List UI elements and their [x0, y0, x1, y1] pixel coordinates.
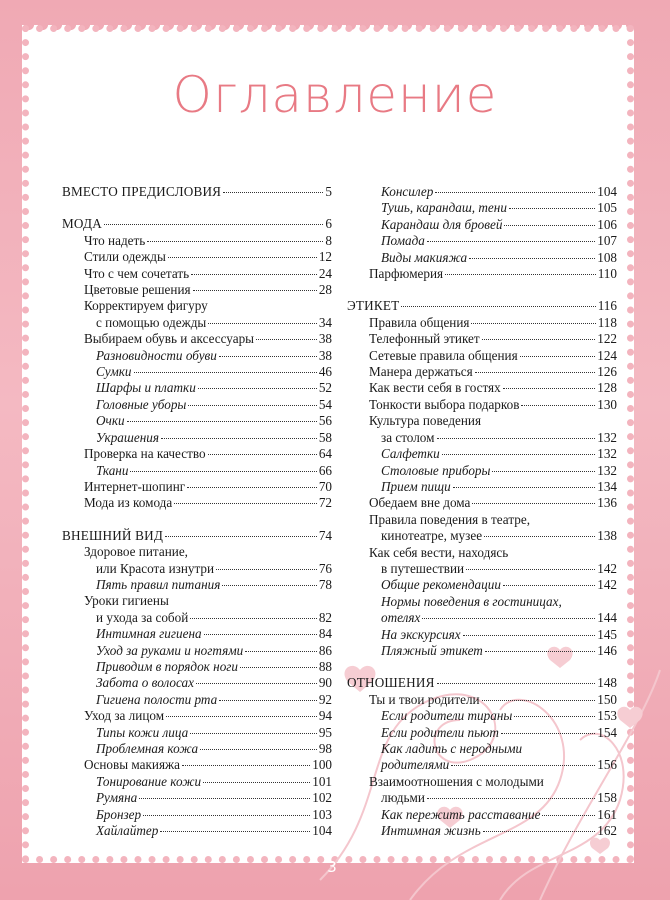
toc-entry — [347, 627, 617, 643]
toc-leader-dots — [475, 372, 596, 373]
toc-entry-page: 64 — [318, 446, 332, 462]
toc-entry — [62, 397, 332, 413]
toc-entry-page: 107 — [597, 233, 617, 249]
toc-entry-page: 103 — [312, 806, 332, 822]
toc-entry — [62, 430, 332, 446]
toc-entry-page: 82 — [318, 609, 332, 625]
toc-leader-dots — [504, 225, 595, 226]
toc-entry-title: Бронзер — [96, 806, 142, 822]
toc-entry — [347, 217, 617, 233]
toc-entry-page: 84 — [318, 626, 332, 642]
toc-leader-dots — [222, 585, 316, 586]
toc-entry-page: 72 — [318, 495, 332, 511]
toc-leader-dots — [216, 569, 317, 570]
toc-leader-dots — [427, 241, 595, 242]
toc-entry-title: Как ладить с неродными — [381, 741, 523, 756]
toc-leader-dots — [190, 618, 317, 619]
toc-leader-dots — [482, 339, 596, 340]
toc-entry-title: Мода из комода — [84, 495, 173, 511]
toc-entry-page: 104 — [597, 184, 617, 199]
toc-entry-title: Уроки гигиены — [84, 593, 169, 609]
toc-entry-title: Корректируем фигуру — [84, 298, 208, 314]
toc-leader-dots — [514, 716, 595, 717]
toc-entry-page: 148 — [597, 675, 617, 691]
toc-entry-title: Сетевые правила общения — [369, 347, 518, 363]
toc-entry — [347, 512, 617, 528]
toc-entry-page: 70 — [318, 478, 332, 494]
toc-leader-dots — [422, 618, 595, 619]
toc-entry-title: Взаимоотношения с молодыми — [369, 773, 544, 789]
toc-leader-dots — [483, 831, 596, 832]
toc-entry — [62, 610, 332, 626]
toc-entry — [347, 430, 617, 446]
toc-entry-page: 142 — [597, 577, 617, 593]
toc-entry-title: Проблемная кожа — [96, 741, 199, 756]
toc-entry — [62, 249, 332, 265]
toc-entry-title: в путешествии — [381, 560, 465, 576]
toc-leader-dots — [204, 634, 317, 635]
toc-entry-title: Интернет-шопинг — [84, 478, 186, 494]
toc-entry-title: Тонкости выбора подарков — [369, 396, 520, 412]
toc-entry-page: 58 — [318, 429, 332, 445]
toc-entry-title: Пять правил питания — [96, 576, 221, 592]
toc-entry — [347, 348, 617, 364]
toc-entry-title: Общие рекомендации — [381, 577, 501, 593]
toc-leader-dots — [219, 356, 317, 357]
toc-entry-title: Телефонный этикет — [369, 331, 480, 347]
toc-entry-page: 126 — [597, 364, 617, 380]
toc-leader-dots — [191, 274, 317, 275]
toc-entry-page: 28 — [318, 282, 332, 298]
toc-leader-dots — [240, 667, 317, 668]
toc-entry — [62, 364, 332, 380]
toc-entry-title: Как пережить расставание — [381, 806, 541, 822]
toc-entry-page: 154 — [597, 724, 617, 740]
toc-entry-page: 142 — [597, 560, 617, 576]
toc-entry — [62, 216, 332, 232]
toc-entry — [347, 446, 617, 462]
toc-entry-title: Очки — [96, 413, 125, 429]
toc-entry-title: людьми — [381, 790, 425, 806]
toc-leader-dots — [208, 454, 317, 455]
toc-leader-dots — [160, 831, 310, 832]
toc-entry — [347, 266, 617, 282]
toc-entry-title: Румяна — [96, 790, 138, 806]
toc-entry-page: 66 — [318, 462, 332, 478]
toc-entry-title: с помощью одежды — [96, 314, 207, 330]
toc-entry-page: 122 — [597, 331, 617, 347]
toc-entry-page: 90 — [318, 675, 332, 691]
toc-leader-dots — [437, 683, 596, 684]
toc-entry-page: 106 — [597, 216, 617, 232]
page-title: Оглавление — [172, 66, 498, 124]
toc-entry-page: 52 — [318, 380, 332, 396]
toc-leader-dots — [245, 651, 317, 652]
toc-entry — [62, 593, 332, 609]
toc-entry — [347, 594, 617, 610]
toc-entry-title: ВНЕШНИЙ ВИД — [62, 527, 164, 543]
toc-entry — [347, 757, 617, 773]
toc-entry-title: Ты и твои родители — [369, 691, 480, 707]
toc-entry-page: 153 — [597, 708, 617, 724]
toc-entry — [347, 725, 617, 741]
toc-entry-page: 102 — [312, 790, 332, 806]
toc-entry-page: 150 — [597, 691, 617, 707]
toc-entry — [62, 807, 332, 823]
toc-entry — [347, 741, 617, 757]
toc-entry-title: Хайлайтер — [96, 823, 159, 839]
toc-entry-page: 5 — [325, 184, 332, 199]
toc-entry-page: 161 — [597, 806, 617, 822]
toc-entry-page: 34 — [318, 314, 332, 330]
toc-leader-dots — [130, 471, 316, 472]
toc-leader-dots — [453, 487, 596, 488]
toc-entry-title: Как себя вести, находясь — [369, 544, 509, 560]
toc-entry — [347, 528, 617, 544]
toc-column-right — [347, 184, 617, 839]
toc-leader-dots — [168, 257, 317, 258]
toc-entry — [62, 233, 332, 249]
toc-entry — [62, 790, 332, 806]
toc-entry — [347, 413, 617, 429]
toc-entry-page: 105 — [597, 200, 617, 216]
toc-entry-title: Уход за лицом — [84, 708, 165, 724]
toc-entry-page: 6 — [325, 216, 332, 232]
toc-entry — [347, 184, 617, 200]
toc-leader-dots — [134, 372, 317, 373]
toc-entry-title: отелях — [381, 610, 421, 626]
toc-entry-title: кинотеатре, музее — [381, 528, 483, 544]
toc-entry-page: 86 — [318, 642, 332, 658]
toc-entry — [347, 774, 617, 790]
toc-entry-page: 144 — [597, 610, 617, 626]
toc-entry — [62, 757, 332, 773]
toc-entry — [347, 708, 617, 724]
toc-entry — [62, 692, 332, 708]
toc-entry-page: 88 — [318, 658, 332, 674]
toc-entry-title: Консилер — [381, 184, 434, 199]
toc-entry-page: 158 — [597, 790, 617, 806]
toc-entry-title: Карандаш для бровей — [381, 216, 503, 232]
toc-entry — [62, 413, 332, 429]
toc-entry — [62, 774, 332, 790]
toc-leader-dots — [188, 405, 316, 406]
toc-entry-page: 146 — [597, 642, 617, 658]
toc-entry — [62, 446, 332, 462]
toc-entry-page: 56 — [318, 413, 332, 429]
toc-leader-dots — [435, 192, 595, 193]
toc-entry-page: 132 — [597, 462, 617, 478]
toc-entry — [62, 528, 332, 544]
toc-entry — [62, 495, 332, 511]
toc-leader-dots — [139, 798, 310, 799]
toc-entry-title: Что надеть — [84, 232, 146, 248]
toc-entry-page: 46 — [318, 364, 332, 380]
toc-leader-dots — [198, 388, 317, 389]
toc-leader-dots — [482, 700, 596, 701]
toc-entry-title: Стили одежды — [84, 249, 166, 265]
toc-entry — [62, 315, 332, 331]
toc-entry — [347, 315, 617, 331]
toc-entry-title: Парфюмерия — [369, 266, 444, 282]
toc-entry-page: 108 — [597, 249, 617, 265]
toc-leader-dots — [451, 765, 595, 766]
toc-leader-dots — [463, 635, 596, 636]
toc-leader-dots — [437, 438, 596, 439]
toc-leader-dots — [427, 798, 595, 799]
toc-entry-page: 138 — [597, 528, 617, 544]
toc-entry-title: Тонирование кожи — [96, 773, 202, 789]
toc-entry-title: Пляжный этикет — [381, 642, 483, 658]
toc-entry-page: 78 — [318, 576, 332, 592]
toc-entry-title: МОДА — [62, 216, 102, 232]
toc-entry-title: Украшения — [96, 429, 159, 445]
toc-entry-page: 76 — [318, 560, 332, 576]
toc-entry — [347, 577, 617, 593]
toc-entry-page: 98 — [318, 741, 332, 756]
toc-entry-page: 101 — [312, 773, 332, 789]
toc-entry — [62, 463, 332, 479]
toc-entry-title: Что с чем сочетать — [84, 265, 190, 281]
toc-entry — [62, 184, 332, 200]
toc-entry-page: 136 — [597, 495, 617, 511]
toc-entry-title: Цветовые решения — [84, 282, 191, 298]
toc-leader-dots — [219, 700, 317, 701]
toc-entry-title: Уход за руками и ногтями — [96, 642, 244, 658]
toc-leader-dots — [196, 683, 317, 684]
toc-entry-title: Гигиена полости рта — [96, 691, 218, 707]
toc-entry-title: Типы кожи лица — [96, 724, 189, 740]
toc-entry — [347, 807, 617, 823]
toc-entry-page: 54 — [318, 396, 332, 412]
toc-entry-page: 24 — [318, 265, 332, 281]
toc-entry — [347, 331, 617, 347]
toc-entry — [62, 659, 332, 675]
toc-leader-dots — [104, 224, 323, 225]
toc-leader-dots — [208, 323, 317, 324]
toc-entry-title: Забота о волосах — [96, 675, 194, 691]
toc-entry — [347, 397, 617, 413]
toc-leader-dots — [492, 471, 595, 472]
toc-leader-dots — [165, 536, 317, 537]
toc-entry-page: 156 — [597, 757, 617, 773]
toc-leader-dots — [509, 208, 595, 209]
toc-entry-page: 94 — [318, 708, 332, 724]
toc-entry-page: 118 — [597, 314, 617, 330]
toc-entry-title: Помада — [381, 233, 425, 249]
toc-entry — [347, 200, 617, 216]
toc-entry — [347, 479, 617, 495]
toc-leader-dots — [501, 733, 595, 734]
toc-entry-title: Здоровое питание, — [84, 544, 188, 560]
toc-entry — [62, 675, 332, 691]
toc-entry — [62, 544, 332, 560]
toc-entry — [347, 298, 617, 314]
toc-entry-title: Как вести себя в гостях — [369, 380, 501, 396]
toc-entry — [62, 266, 332, 282]
toc-entry — [347, 463, 617, 479]
toc-leader-dots — [147, 241, 323, 242]
toc-entry-title: Манера держаться — [369, 364, 473, 380]
toc-entry-page: 95 — [318, 724, 332, 740]
toc-entry — [62, 577, 332, 593]
toc-entry-title: ВМЕСТО ПРЕДИСЛОВИЯ — [62, 184, 222, 199]
toc-entry-page: 74 — [318, 527, 332, 543]
toc-entry — [347, 380, 617, 396]
toc-entry-title: Культура поведения — [369, 413, 482, 429]
toc-leader-dots — [161, 438, 317, 439]
toc-entry — [62, 298, 332, 314]
toc-entry-title: Головные уборы — [96, 396, 187, 412]
toc-entry-title: Разновидности обуви — [96, 347, 217, 363]
toc-entry — [62, 823, 332, 839]
toc-entry — [62, 282, 332, 298]
toc-entry-title: На экскурсиях — [381, 626, 461, 642]
toc-entry — [62, 626, 332, 642]
toc-leader-dots — [200, 749, 317, 750]
toc-leader-dots — [503, 585, 595, 586]
toc-entry — [347, 495, 617, 511]
page-number: 3 — [327, 858, 337, 876]
toc-leader-dots — [469, 258, 595, 259]
toc-entry — [347, 250, 617, 266]
toc-entry — [347, 675, 617, 691]
toc-leader-dots — [190, 733, 317, 734]
toc-entry-page: 124 — [597, 347, 617, 363]
toc-entry-page: 134 — [597, 478, 617, 494]
toc-entry-title: Если родители пьют — [381, 724, 499, 740]
toc-leader-dots — [471, 323, 595, 324]
toc-entry-title: Столовые приборы — [381, 462, 491, 478]
toc-entry-title: ОТНОШЕНИЯ — [347, 675, 435, 691]
toc-entry — [62, 561, 332, 577]
toc-entry-title: Проверка на качество — [84, 446, 206, 462]
toc-entry-page: 110 — [597, 266, 617, 282]
toc-entry-title: Тушь, карандаш, тени — [381, 200, 507, 216]
toc-entry — [347, 545, 617, 561]
toc-entry — [62, 725, 332, 741]
toc-entry — [347, 561, 617, 577]
toc-leader-dots — [503, 388, 595, 389]
toc-column-left — [62, 184, 332, 839]
toc-entry-title: Интимная жизнь — [381, 823, 481, 839]
toc-leader-dots — [143, 815, 310, 816]
toc-entry — [347, 233, 617, 249]
toc-entry — [62, 708, 332, 724]
toc-entry — [347, 643, 617, 659]
toc-entry-title: Шарфы и платки — [96, 380, 196, 396]
toc-entry-title: Сумки — [96, 364, 132, 380]
toc-entry-page: 92 — [318, 691, 332, 707]
toc-leader-dots — [484, 536, 595, 537]
toc-entry-page: 12 — [318, 249, 332, 265]
toc-leader-dots — [193, 290, 317, 291]
toc-leader-dots — [166, 716, 317, 717]
toc-entry — [62, 741, 332, 757]
toc-entry-page: 38 — [318, 347, 332, 363]
toc-entry-page: 8 — [325, 232, 332, 248]
toc-entry-page: 116 — [597, 298, 617, 314]
toc-entry-page: 132 — [597, 429, 617, 445]
toc-entry — [347, 692, 617, 708]
toc-entry-title: Обедаем вне дома — [369, 495, 471, 511]
toc-entry — [62, 331, 332, 347]
toc-entry-title: Если родители тираны — [381, 708, 513, 724]
toc-entry-title: Салфетки — [381, 446, 440, 462]
toc-entry — [347, 823, 617, 839]
toc-entry-page: 128 — [597, 380, 617, 396]
toc-leader-dots — [203, 782, 310, 783]
toc-entry-title: ЭТИКЕТ — [347, 298, 400, 314]
toc-entry — [347, 790, 617, 806]
toc-leader-dots — [256, 339, 317, 340]
toc-entry-page: 162 — [597, 823, 617, 839]
toc-entry — [347, 610, 617, 626]
toc-leader-dots — [174, 503, 317, 504]
toc-entry-title: и ухода за собой — [96, 609, 189, 625]
toc-leader-dots — [542, 815, 595, 816]
toc-leader-dots — [223, 192, 323, 193]
toc-entry-page: 100 — [312, 757, 332, 773]
toc-entry-title: Правила поведения в театре, — [369, 511, 530, 527]
toc-entry — [62, 348, 332, 364]
toc-entry-page: 38 — [318, 331, 332, 347]
toc-leader-dots — [445, 274, 596, 275]
toc-entry-title: Выбираем обувь и аксессуары — [84, 331, 255, 347]
toc-leader-dots — [187, 487, 317, 488]
toc-entry — [62, 479, 332, 495]
toc-leader-dots — [485, 651, 595, 652]
toc-leader-dots — [472, 503, 595, 504]
toc-leader-dots — [127, 421, 317, 422]
toc-entry-page: 132 — [597, 446, 617, 462]
toc-entry — [62, 380, 332, 396]
toc-entry — [62, 643, 332, 659]
toc-entry-page: 104 — [312, 823, 332, 839]
toc-entry-title: Ткани — [96, 462, 129, 478]
toc-entry-title: Основы макияжа — [84, 757, 181, 773]
toc-entry-page: 145 — [597, 626, 617, 642]
toc-entry-title: Интимная гигиена — [96, 626, 202, 642]
toc-entry-title: Прием пищи — [381, 478, 451, 494]
toc-leader-dots — [466, 569, 595, 570]
toc-entry — [347, 364, 617, 380]
toc-leader-dots — [442, 454, 595, 455]
toc-leader-dots — [520, 356, 596, 357]
toc-entry-title: Виды макияжа — [381, 249, 468, 265]
toc-leader-dots — [401, 306, 595, 307]
toc-entry-title: Приводим в порядок ноги — [96, 658, 239, 674]
toc-entry-title: за столом — [381, 429, 435, 445]
toc-entry-title: родителями — [381, 757, 450, 773]
toc-entry-page: 130 — [597, 396, 617, 412]
toc-entry-title: или Красота изнутри — [96, 560, 215, 576]
toc-leader-dots — [521, 405, 595, 406]
toc-leader-dots — [182, 765, 310, 766]
toc-entry-title: Нормы поведения в гостиницах, — [381, 593, 562, 609]
toc-entry-title: Правила общения — [369, 314, 470, 330]
